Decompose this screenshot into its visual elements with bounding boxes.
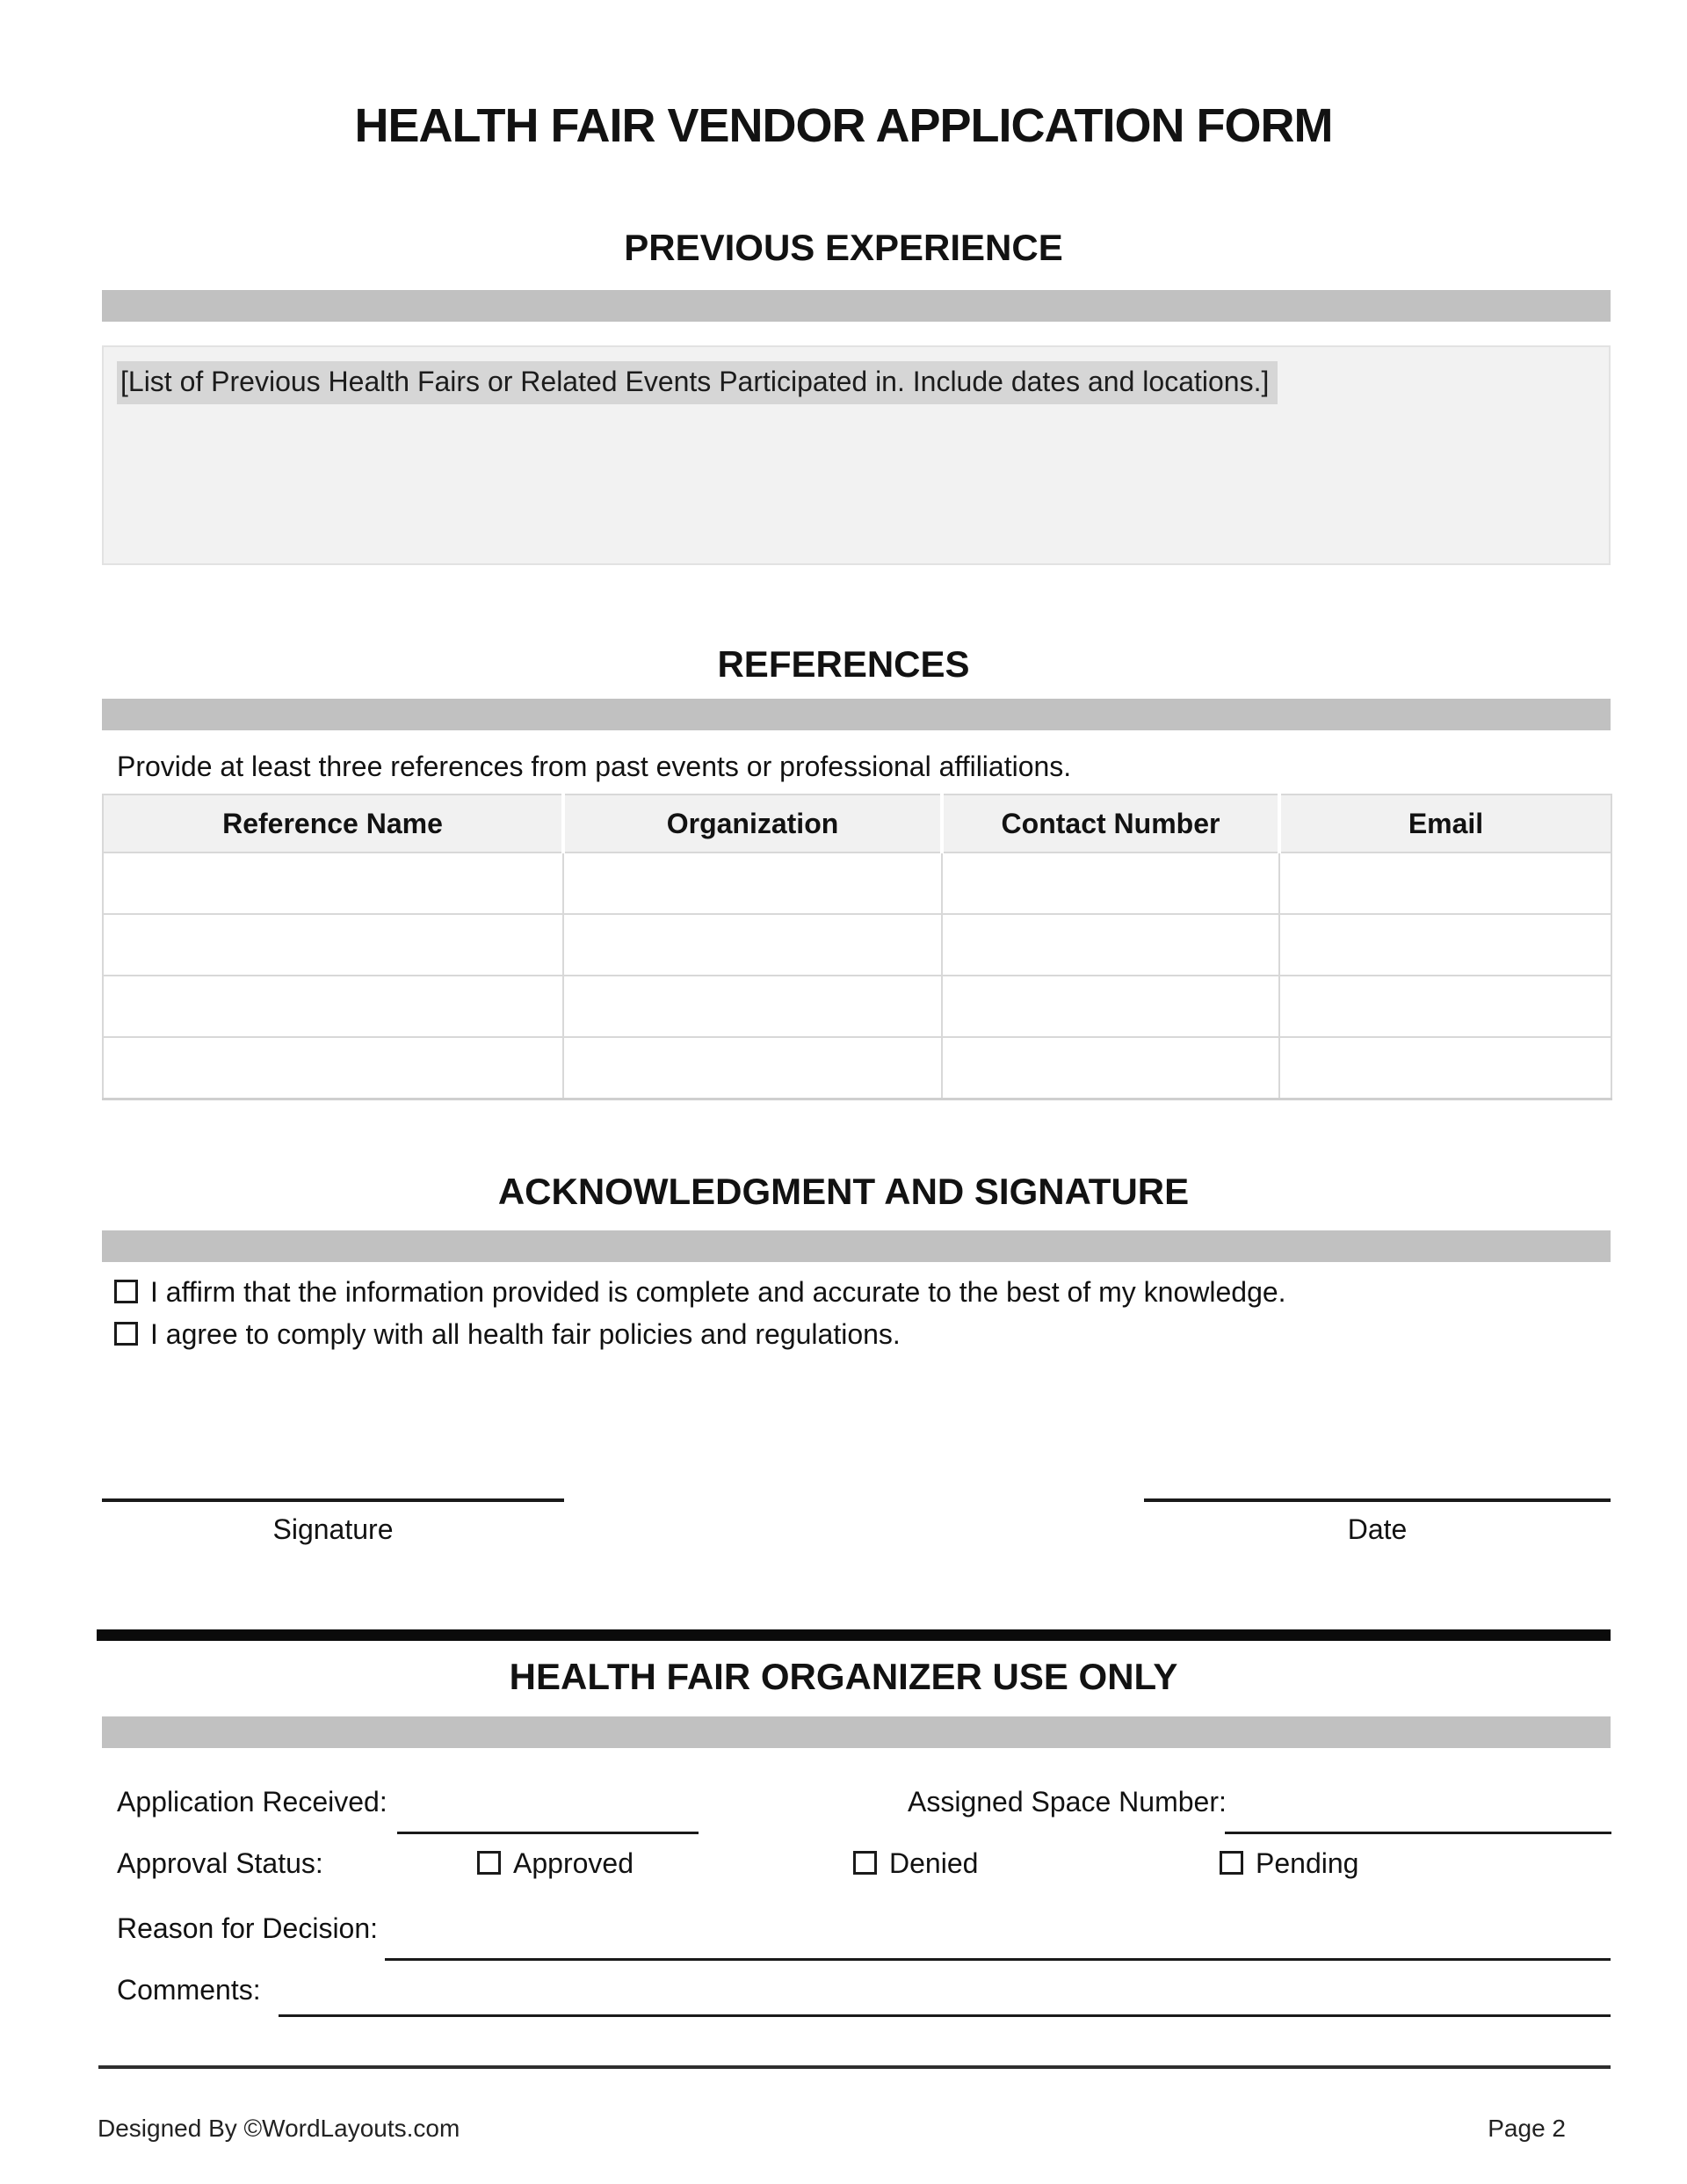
signature-label: Signature [272, 1513, 394, 1545]
section-heading-previous-experience: PREVIOUS EXPERIENCE [624, 227, 1063, 268]
footer-credit: Designed By ©WordLayouts.com [98, 2115, 460, 2142]
denied-checkbox[interactable] [853, 1851, 877, 1875]
section-divider-bar [102, 1230, 1611, 1262]
pending-checkbox[interactable] [1220, 1851, 1243, 1875]
table-row [103, 853, 1611, 914]
section-divider-bar [102, 1716, 1611, 1748]
reason-for-decision-label: Reason for Decision: [117, 1912, 379, 1944]
table-cell[interactable] [563, 976, 942, 1037]
approval-option-approved [477, 1847, 634, 1880]
application-received-field[interactable] [397, 1832, 699, 1834]
acknowledgment-item-affirm [114, 1276, 1286, 1309]
table-cell[interactable] [942, 1037, 1279, 1099]
affirm-checkbox[interactable] [114, 1280, 138, 1303]
organizer-section-rule [97, 1629, 1611, 1641]
footer-page-number: Page 2 [1488, 2115, 1566, 2142]
table-row [103, 976, 1611, 1037]
table-cell[interactable] [563, 914, 942, 976]
comments-field[interactable] [279, 2014, 1611, 2017]
agree-checkbox[interactable] [114, 1322, 138, 1346]
previous-experience-textbox[interactable] [102, 345, 1611, 565]
table-cell[interactable] [103, 976, 563, 1037]
table-cell[interactable] [1279, 1037, 1611, 1099]
assigned-space-field[interactable] [1225, 1832, 1611, 1834]
date-line[interactable] [1144, 1498, 1611, 1502]
references-instruction: Provide at least three references from past events or professional affiliations. [117, 751, 1072, 782]
table-cell[interactable] [1279, 976, 1611, 1037]
section-divider-bar [102, 290, 1611, 322]
table-cell[interactable] [103, 853, 563, 914]
application-received-label: Application Received: [117, 1786, 387, 1818]
table-cell[interactable] [563, 853, 942, 914]
denied-label: Denied [889, 1847, 979, 1879]
approval-option-pending [1220, 1847, 1358, 1880]
column-header-organization: Organization [563, 795, 942, 853]
previous-experience-placeholder: [List of Previous Health Fairs or Related Events Participated in. Include dates and locations.] [117, 361, 1278, 404]
assigned-space-label: Assigned Space Number: [908, 1786, 1227, 1818]
table-cell[interactable] [103, 914, 563, 976]
column-header-reference-name: Reference Name [103, 795, 563, 853]
table-cell[interactable] [942, 853, 1279, 914]
page-title: HEALTH FAIR VENDOR APPLICATION FORM [354, 99, 1333, 152]
reason-for-decision-field[interactable] [385, 1958, 1611, 1961]
date-label: Date [1347, 1513, 1408, 1545]
table-cell[interactable] [563, 1037, 942, 1099]
approved-label: Approved [513, 1847, 634, 1879]
section-heading-references: REFERENCES [717, 643, 970, 685]
acknowledgment-item-agree [114, 1318, 901, 1351]
section-heading-organizer: HEALTH FAIR ORGANIZER USE ONLY [509, 1656, 1178, 1697]
column-header-email: Email [1279, 795, 1611, 853]
table-cell[interactable] [1279, 914, 1611, 976]
section-heading-acknowledgment: ACKNOWLEDGMENT AND SIGNATURE [497, 1171, 1190, 1212]
affirm-label: I affirm that the information provided is complete and accurate to the best of my knowledge. [150, 1276, 1286, 1308]
column-header-contact-number: Contact Number [942, 795, 1279, 853]
comments-label: Comments: [117, 1974, 261, 2006]
signature-line[interactable] [102, 1498, 564, 1502]
table-cell[interactable] [103, 1037, 563, 1099]
section-divider-bar [102, 699, 1611, 730]
table-header-row [103, 795, 1611, 853]
table-row [103, 914, 1611, 976]
approval-option-denied [853, 1847, 978, 1880]
table-row [103, 1037, 1611, 1099]
references-table [102, 794, 1612, 1100]
table-cell[interactable] [942, 914, 1279, 976]
pending-label: Pending [1256, 1847, 1359, 1879]
approved-checkbox[interactable] [477, 1851, 501, 1875]
table-cell[interactable] [942, 976, 1279, 1037]
table-cell[interactable] [1279, 853, 1611, 914]
footer-divider [98, 2065, 1611, 2069]
approval-status-label: Approval Status: [117, 1847, 323, 1879]
agree-label: I agree to comply with all health fair policies and regulations. [150, 1318, 901, 1350]
